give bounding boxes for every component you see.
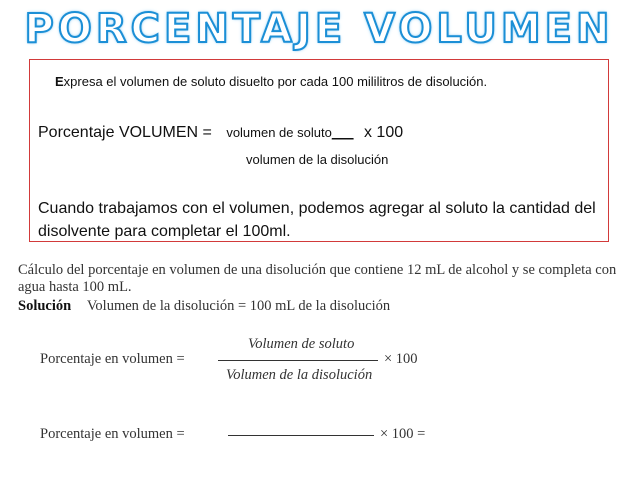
explanation-paragraph: Cuando trabajamos con el volumen, podemos agregar al soluto la cantidad del disolvente para completar el 100ml. [38, 200, 596, 240]
formula2-fraction-bar [228, 435, 374, 436]
formula-multiplier: x 100 [363, 124, 404, 141]
formula-denominator: volumen de la disolución [246, 152, 389, 167]
formula1-multiplier: × 100 [384, 351, 418, 367]
formula-label: Porcentaje VOLUMEN = [38, 124, 212, 141]
solution-label: Solución [18, 298, 72, 314]
formula1-fraction-bar [218, 360, 378, 361]
formula1-numerator: Volumen de soluto [248, 336, 355, 352]
volume-formula [38, 124, 403, 142]
example-solution [18, 298, 390, 315]
formula2-multiplier: × 100 = [380, 426, 426, 442]
definition-text [55, 74, 487, 89]
formula-numerator-line: ___ [331, 125, 354, 140]
solution-text: Volumen de la disolución = 100 mL de la disolución [86, 298, 391, 314]
definition-rest: xpresa el volumen de soluto disuelto por cada 100 mililitros de disolución. [63, 74, 488, 89]
definition-initial: E [55, 74, 64, 89]
formula-numerator [226, 125, 353, 140]
page-title: PORCENTAJE VOLUMEN [24, 6, 614, 52]
formula1-denominator: Volumen de la disolución [226, 367, 373, 383]
formula-numerator-text: volumen de soluto [226, 125, 332, 140]
example-question: Cálculo del porcentaje en volumen de una disolución que contiene 12 mL de alcohol y se completa con agua hasta 100 mL. [18, 262, 617, 295]
formula2-label: Porcentaje en volumen = [40, 426, 185, 442]
formula1-label: Porcentaje en volumen = [40, 351, 185, 367]
